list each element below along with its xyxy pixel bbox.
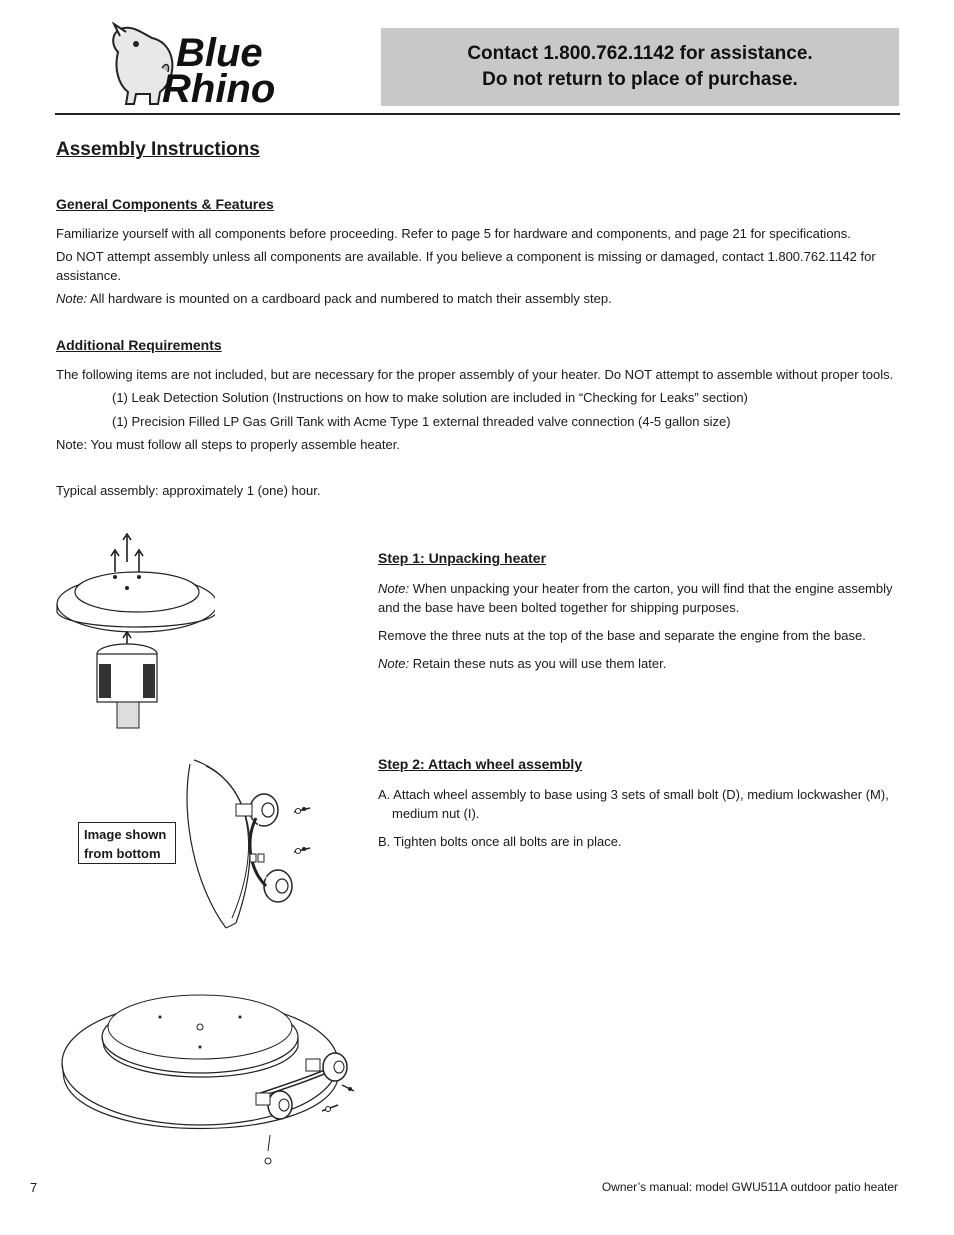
step2-bottom-illustration: [186, 758, 326, 930]
additional-intro: The following items are not included, but are necessary for the proper assembly of your heater. Do NOT attempt to assemble without proper tools.: [56, 367, 894, 382]
step2-instruction-a1: A. Attach wheel assembly to base using 3 sets of small bolt (D), medium lockwasher (M),: [378, 787, 889, 802]
base-wheel-illustration: [60, 975, 362, 1170]
general-para-2b: assistance.: [56, 268, 122, 283]
page-title: Assembly Instructions: [56, 139, 260, 160]
general-para-1: Familiarize yourself with all components before proceeding. Refer to page 5 for hardware and components, and page 21 for specifications.: [56, 226, 851, 241]
brand-logo: [100, 22, 330, 112]
step1-heading: Step 1: Unpacking heater: [378, 550, 547, 566]
banner-line-2: Do not return to place of purchase.: [482, 69, 798, 90]
step2-instruction-a2: medium nut (I).: [392, 806, 480, 821]
note-text: All hardware is mounted on a cardboard pack and numbered to match their assembly step.: [87, 291, 612, 306]
step1-note-2: [378, 654, 666, 673]
note-label: Note:: [378, 656, 410, 671]
step1-illustration: [55, 532, 215, 732]
svg-text:Blue: Blue: [176, 31, 263, 75]
step2-instruction-b: B. Tighten bolts once all bolts are in place.: [378, 834, 622, 849]
step1-note-1a: [378, 579, 893, 598]
general-para-2a: Do NOT attempt assembly unless all components are available. If you believe a component is missing or damaged, contact 1.800.762.1142 for: [56, 249, 876, 264]
rhino-mascot-icon: [100, 22, 330, 112]
label-line-1: Image shown: [84, 827, 167, 842]
svg-text:Rhino: Rhino: [162, 67, 276, 111]
manual-footer: Owner’s manual: model GWU511A outdoor patio heater: [601, 1180, 898, 1194]
step1-note-1b: and the base have been bolted together for shipping purposes.: [378, 600, 740, 615]
general-heading: General Components & Features: [56, 196, 274, 212]
step2-heading: Step 2: Attach wheel assembly: [378, 756, 583, 772]
page-number: 7: [30, 1180, 38, 1195]
step1-instruction: Remove the three nuts at the top of the base and separate the engine from the base.: [378, 628, 866, 643]
additional-heading: Additional Requirements: [56, 337, 222, 353]
general-note: [56, 289, 612, 308]
note-label: Note:: [56, 291, 88, 306]
wheel-assembly-bottom-icon: [186, 758, 326, 930]
unpacking-diagram-icon: [55, 532, 215, 732]
requirement-item-1: (1) Leak Detection Solution (Instructions on how to make solution are included in “Checking for Leaks” section): [112, 390, 748, 405]
additional-note: Note: You must follow all steps to properly assemble heater.: [56, 437, 400, 452]
requirement-item-2: (1) Precision Filled LP Gas Grill Tank with Acme Type 1 external threaded valve connection (4-5 gallon size): [112, 414, 731, 429]
note-text: When unpacking your heater from the carton, you will find that the engine assembly: [409, 581, 893, 596]
label-line-2: from bottom: [84, 846, 161, 861]
note-text: Retain these nuts as you will use them later.: [409, 656, 667, 671]
typical-assembly-time: Typical assembly: approximately 1 (one) hour.: [56, 483, 321, 498]
contact-banner: [381, 28, 899, 106]
header-divider: [55, 113, 900, 115]
note-label: Note:: [378, 581, 410, 596]
base-with-wheels-icon: [60, 975, 362, 1170]
image-orientation-label: [78, 822, 176, 864]
banner-line-1: Contact 1.800.762.1142 for assistance.: [467, 43, 813, 64]
